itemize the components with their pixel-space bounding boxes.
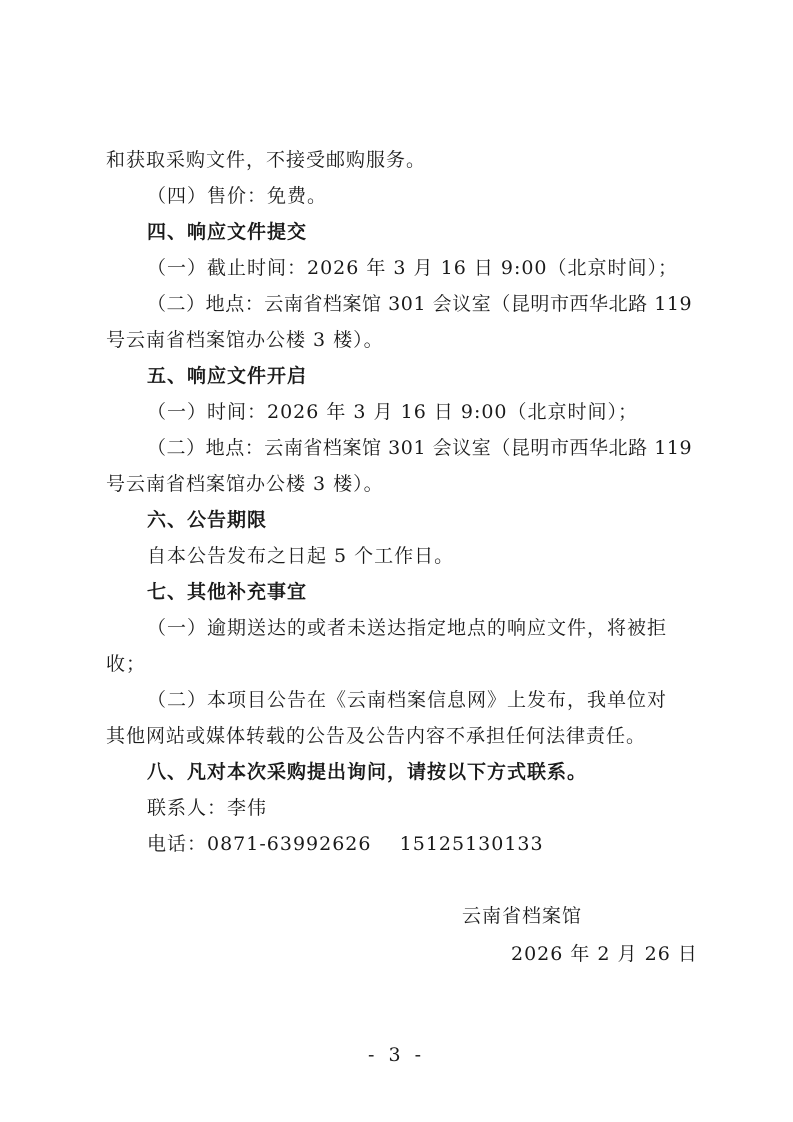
contact-phone: 电话：0871-63992626 15125130133	[147, 833, 544, 855]
section-heading: 五、响应文件开启	[147, 365, 308, 387]
page-number: - 3 -	[367, 1044, 425, 1066]
body-text: （一）截止时间：2026 年 3 月 16 日 9:00（北京时间）；	[147, 257, 679, 279]
body-text: 其他网站或媒体转载的公告及公告内容不承担任何法律责任。	[106, 725, 647, 747]
body-text: （一）逾期送达的或者未送达指定地点的响应文件，将被拒	[147, 617, 668, 639]
section-heading: 七、其他补充事宜	[147, 581, 308, 603]
body-text: （四）售价：免费。	[147, 185, 328, 207]
body-text: 号云南省档案馆办公楼 3 楼）。	[106, 329, 384, 351]
contact-person: 联系人：李伟	[147, 797, 268, 819]
body-text: （二）地点：云南省档案馆 301 会议室（昆明市西华北路 119	[147, 293, 693, 315]
body-text: （二）本项目公告在《云南档案信息网》上发布，我单位对	[147, 689, 668, 711]
signature-organization: 云南省档案馆	[462, 905, 583, 927]
signature-date: 2026 年 2 月 26 日	[511, 943, 698, 965]
body-text: 和获取采购文件，不接受邮购服务。	[106, 149, 427, 171]
section-heading: 八、凡对本次采购提出询问，请按以下方式联系。	[147, 761, 588, 783]
body-text: 自本公告发布之日起 5 个工作日。	[147, 545, 455, 567]
section-heading: 六、公告期限	[147, 509, 268, 531]
body-text: 号云南省档案馆办公楼 3 楼）。	[106, 473, 384, 495]
body-text: （一）时间：2026 年 3 月 16 日 9:00（北京时间）；	[147, 401, 639, 423]
body-text: 收；	[106, 653, 147, 675]
body-text: （二）地点：云南省档案馆 301 会议室（昆明市西华北路 119	[147, 437, 693, 459]
section-heading: 四、响应文件提交	[147, 221, 308, 243]
